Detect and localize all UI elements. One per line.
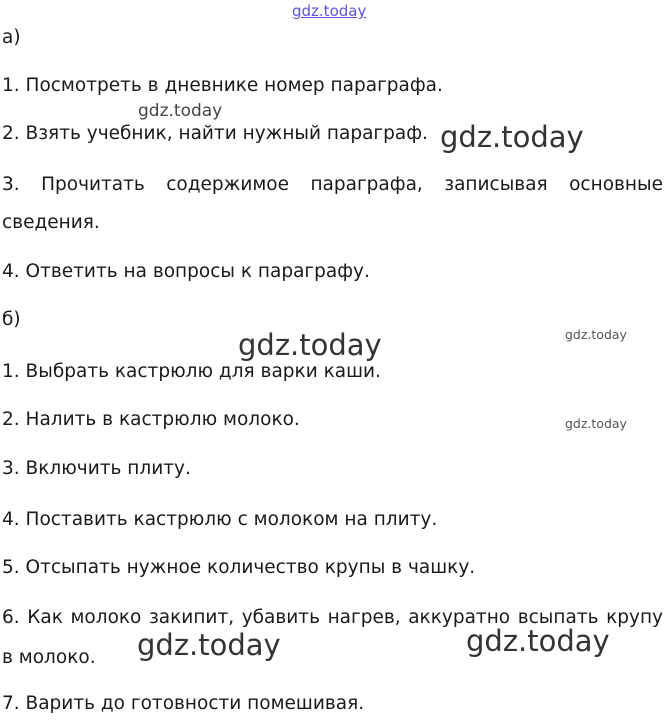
- watermark: gdz.today: [466, 624, 610, 658]
- list-item: 4. Ответить на вопросы к параграфу.: [2, 261, 370, 282]
- list-item-continuation: сведения.: [2, 212, 100, 233]
- list-item: 2. Налить в кастрюлю молоко.: [2, 409, 300, 430]
- list-item: 4. Поставить кастрюлю с молоком на плиту.: [2, 509, 438, 530]
- list-item: 3. Прочитать содержимое параграфа, записывая основные: [2, 174, 663, 195]
- list-item: 1. Выбрать кастрюлю для варки каши.: [2, 361, 381, 382]
- list-item: 5. Отсыпать нужное количество крупы в чашку.: [2, 557, 476, 578]
- list-item: 2. Взять учебник, найти нужный параграф.: [2, 123, 428, 144]
- watermark: gdz.today: [565, 416, 627, 431]
- list-item: 6. Как молоко закипит, убавить нагрев, аккуратно всыпать крупу: [2, 607, 663, 628]
- section-a-label: а): [2, 27, 21, 48]
- watermark: gdz.today: [138, 101, 223, 121]
- list-item-continuation: в молоко.: [2, 647, 96, 668]
- list-item: 3. Включить плиту.: [2, 458, 191, 479]
- watermark-top[interactable]: gdz.today: [292, 2, 367, 20]
- list-item: 7. Варить до готовности помешивая.: [2, 693, 365, 714]
- watermark: gdz.today: [238, 328, 382, 362]
- list-item: 1. Посмотреть в дневнике номер параграфа.: [2, 75, 443, 96]
- watermark: gdz.today: [440, 120, 584, 154]
- section-b-label: б): [2, 309, 21, 330]
- watermark: gdz.today: [565, 327, 627, 342]
- watermark: gdz.today: [137, 628, 281, 662]
